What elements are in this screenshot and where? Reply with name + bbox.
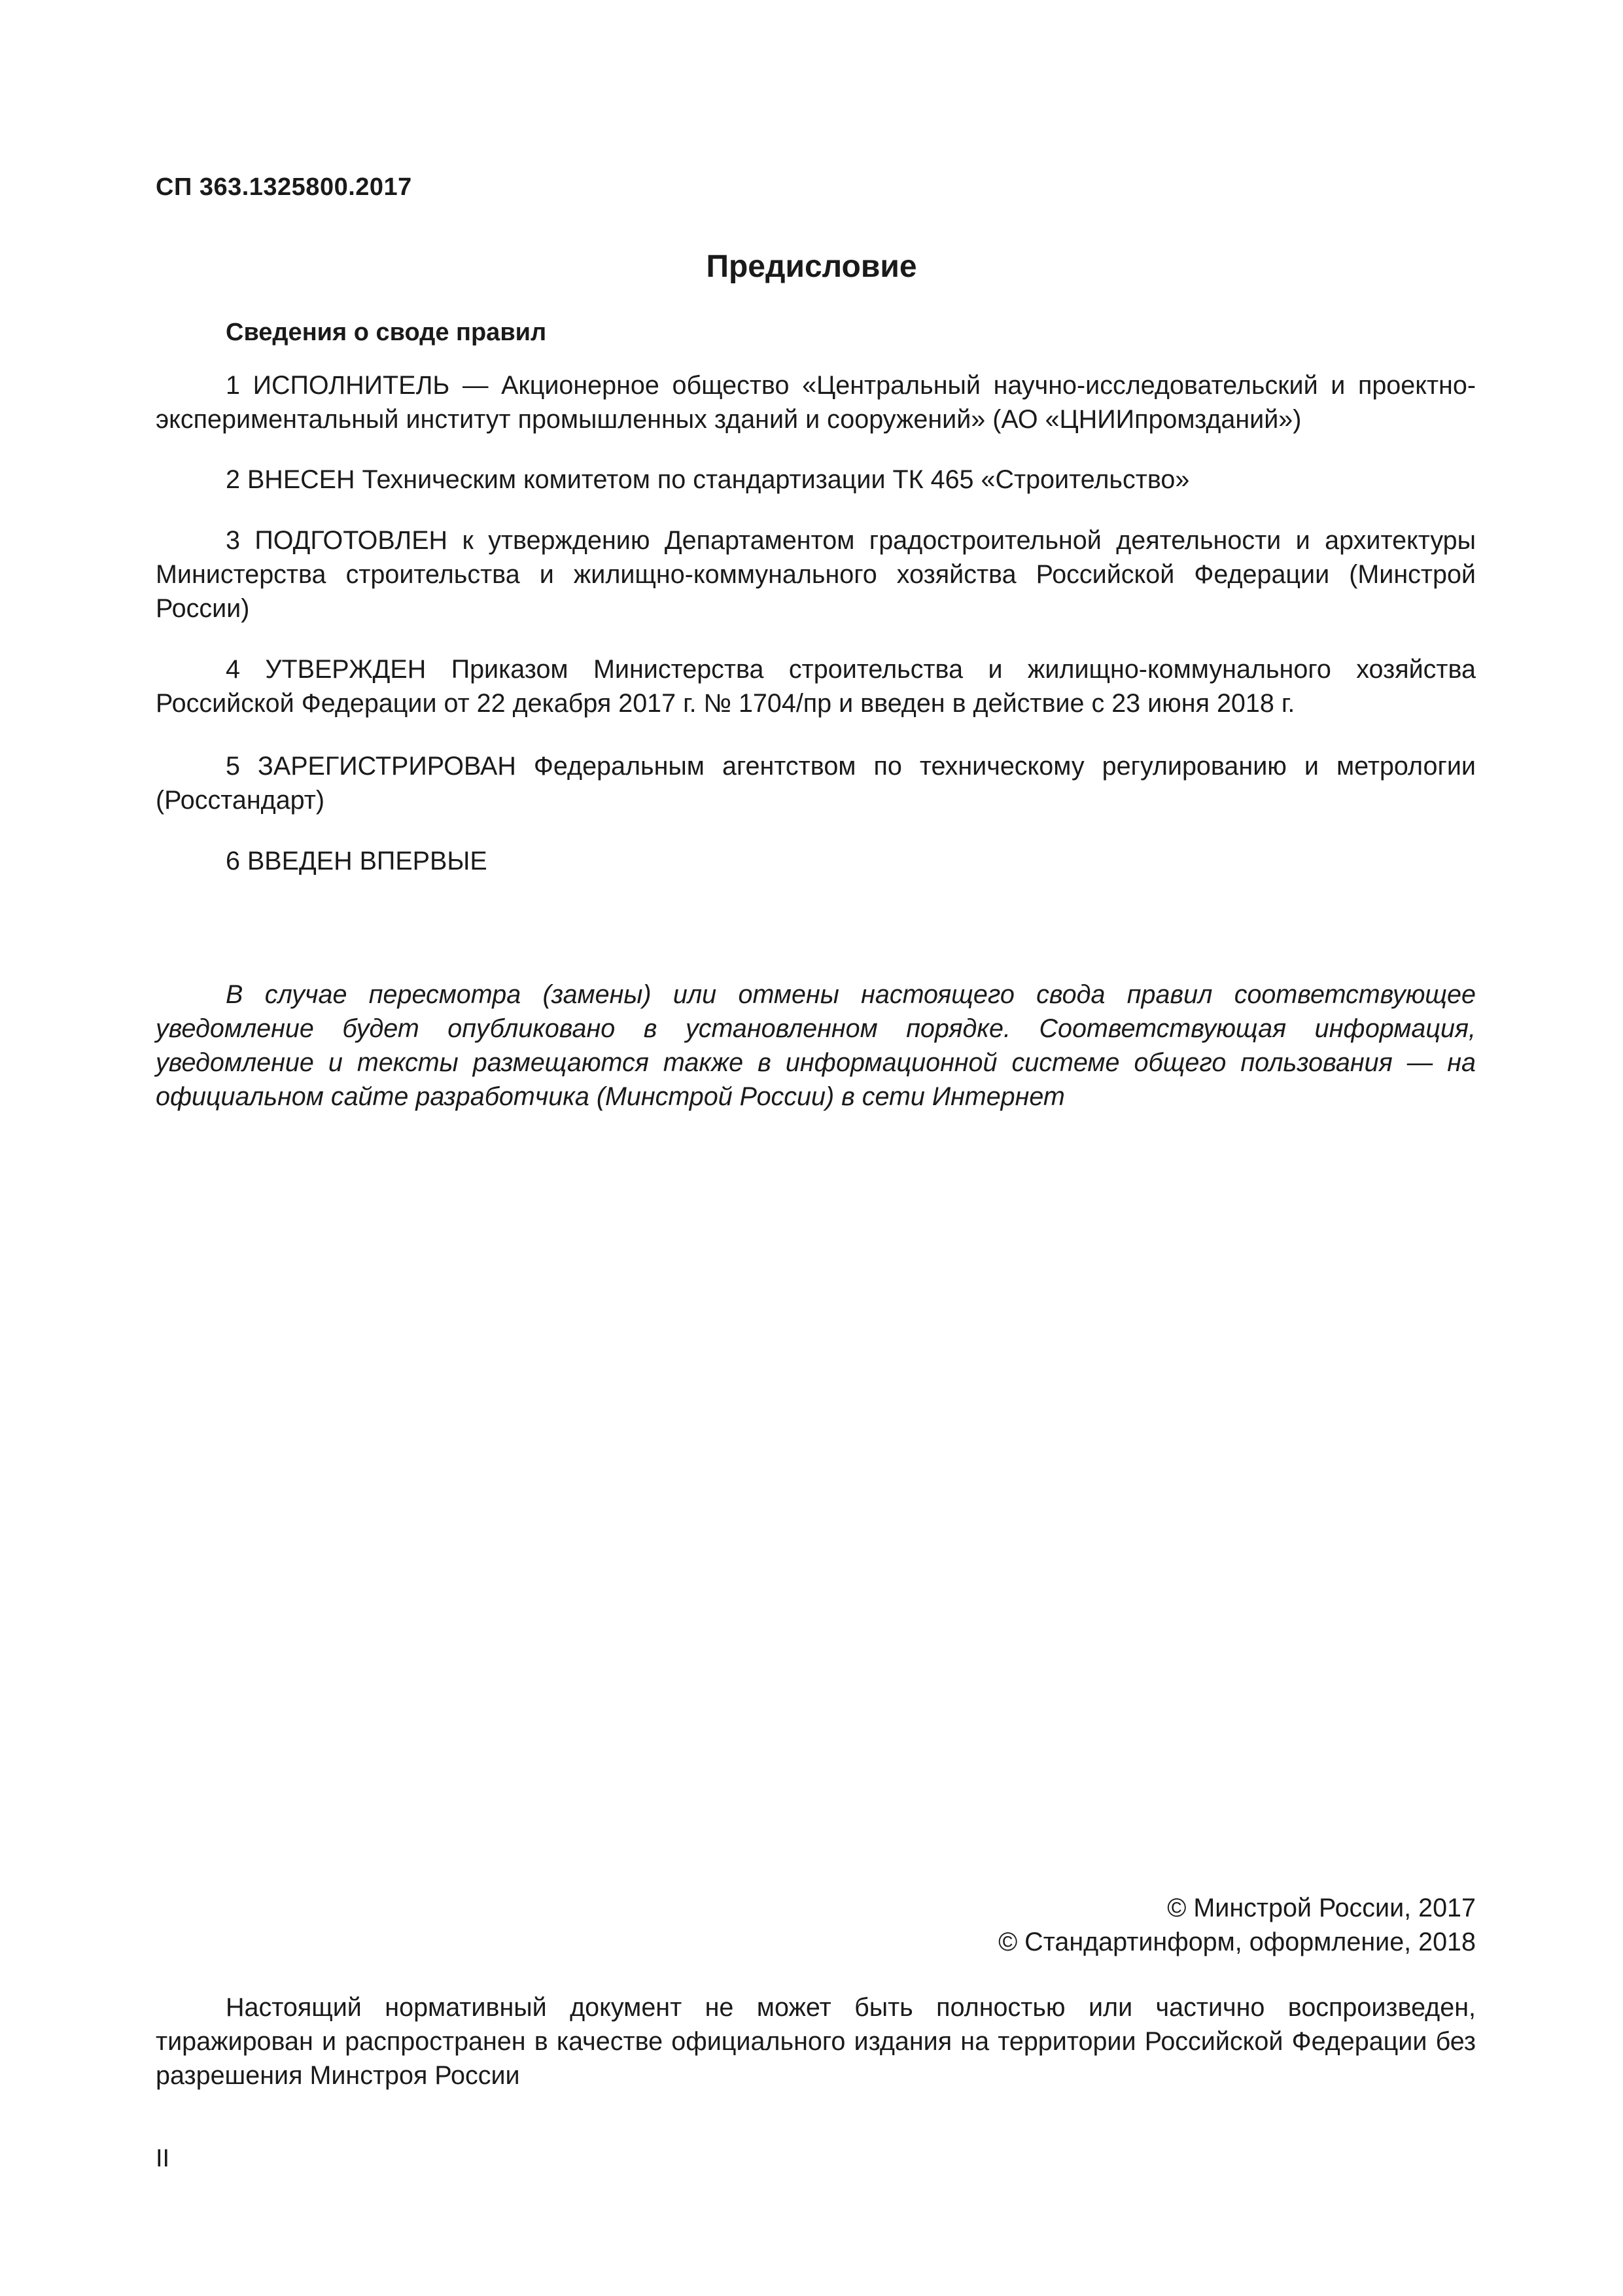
- document-code: СП 363.1325800.2017: [156, 173, 412, 201]
- reproduction-notice: Настоящий нормативный документ не может быть полностью или частично воспроизведен, тиражирован и распространен в качестве официального издания на территории Российской Федерации без разрешения Минстроя России: [156, 1993, 1476, 2090]
- item-first-introduced: 6 ВВЕДЕН ВПЕРВЫЕ: [226, 847, 487, 875]
- item-executor: 1 ИСПОЛНИТЕЛЬ — Акционерное общество «Центральный научно-исследовательский и проектно-экспериментальный институт промышленных зданий и сооружений» (АО «ЦНИИпромзданий»): [156, 371, 1476, 434]
- section-heading: Сведения о своде правил: [226, 319, 547, 346]
- page-number: II: [156, 2145, 170, 2172]
- copyright-minstroy: © Минстрой России, 2017: [1167, 1894, 1476, 1922]
- item-registered: 5 ЗАРЕГИСТРИРОВАН Федеральным агентством по техническому регулированию и метрологии (Росстандарт): [156, 752, 1476, 815]
- item-introduced: 2 ВНЕСЕН Техническим комитетом по стандартизации ТК 465 «Строительство»: [226, 465, 1190, 494]
- revision-notice: В случае пересмотра (замены) или отмены настоящего свода правил соответствующее уведомление будет опубликовано в установленном порядке. Соответствующая информация, уведомление и тексты размещаются также в информационной системе общего пользования — на официальном сайте разработчика (Минстрой России) в сети Интернет: [156, 980, 1476, 1111]
- copyright-block: [998, 1891, 1476, 1959]
- copyright-standartinform: © Стандартинформ, оформление, 2018: [998, 1928, 1476, 1956]
- page-title: Предисловие: [706, 249, 917, 284]
- item-approved: 4 УТВЕРЖДЕН Приказом Министерства строительства и жилищно-коммунального хозяйства Российской Федерации от 22 декабря 2017 г. № 1704/пр и введен в действие с 23 июня 2018 г.: [156, 655, 1476, 718]
- item-prepared: 3 ПОДГОТОВЛЕН к утверждению Департаментом градостроительной деятельности и архитектуры Министерства строительства и жилищно-коммунального хозяйства Российской Федерации (Минстрой России): [156, 526, 1476, 623]
